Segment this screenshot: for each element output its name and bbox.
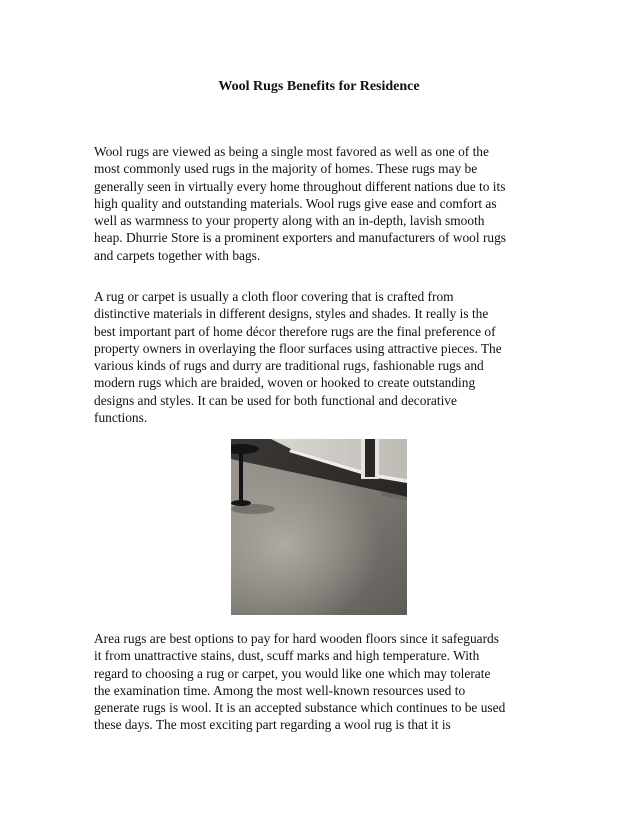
paragraph-line: designs and styles. It can be used for both functional and decorative	[94, 392, 457, 408]
paragraph-line: Wool rugs are viewed as being a single most favored as well as one of the	[94, 144, 489, 159]
rug-photo	[231, 439, 407, 615]
paragraph-3	[94, 630, 554, 734]
paragraph-line: the examination time. Among the most well-known resources used to	[94, 682, 466, 698]
paragraph-line: regard to choosing a rug or carpet, you would like one which may tolerate	[94, 665, 491, 681]
paragraph-line: Area rugs are best options to pay for hard wooden floors since it safeguards	[94, 631, 499, 646]
paragraph-line: heap. Dhurrie Store is a prominent exporters and manufacturers of wool rugs	[94, 230, 507, 246]
paragraph-line: generally seen in virtually every home throughout different nations due to its	[94, 178, 506, 194]
table-shadow	[231, 504, 275, 514]
paragraph-line: functions.	[94, 410, 148, 426]
paragraph-line: distinctive materials in different designs, styles and shades. It really is the	[94, 306, 489, 322]
side-table-stem	[239, 449, 243, 501]
paragraph-line: modern rugs which are braided, woven or hooked to create outstanding	[94, 375, 476, 391]
paragraph-line: various kinds of rugs and durry are traditional rugs, fashionable rugs and	[94, 358, 484, 374]
paragraph-line: best important part of home décor therefore rugs are the final preference of	[94, 323, 496, 339]
doorway-shape	[365, 439, 375, 477]
paragraph-line: high quality and outstanding materials. Wool rugs give ease and comfort as	[94, 195, 497, 211]
paragraph-line: well as warmness to your property along with an in-depth, lavish smooth	[94, 213, 485, 229]
paragraph-line: these days. The most exciting part regarding a wool rug is that it is	[94, 717, 451, 733]
paragraph-1	[94, 143, 554, 264]
paragraph-line: most commonly used rugs in the majority of homes. These rugs may be	[94, 161, 478, 177]
paragraph-line: property owners in overlaying the floor surfaces using attractive pieces. The	[94, 340, 502, 356]
document-title: Wool Rugs Benefits for Residence	[218, 79, 420, 94]
paragraph-line: it from unattractive stains, dust, scuff marks and high temperature. With	[94, 648, 480, 664]
paragraph-line: A rug or carpet is usually a cloth floor covering that is crafted from	[94, 289, 454, 304]
paragraph-line: and carpets together with bags.	[94, 247, 261, 263]
paragraph-line: generate rugs is wool. It is an accepted substance which continues to be used	[94, 700, 506, 716]
paragraph-2	[94, 288, 554, 426]
rug-illustration	[231, 439, 407, 615]
